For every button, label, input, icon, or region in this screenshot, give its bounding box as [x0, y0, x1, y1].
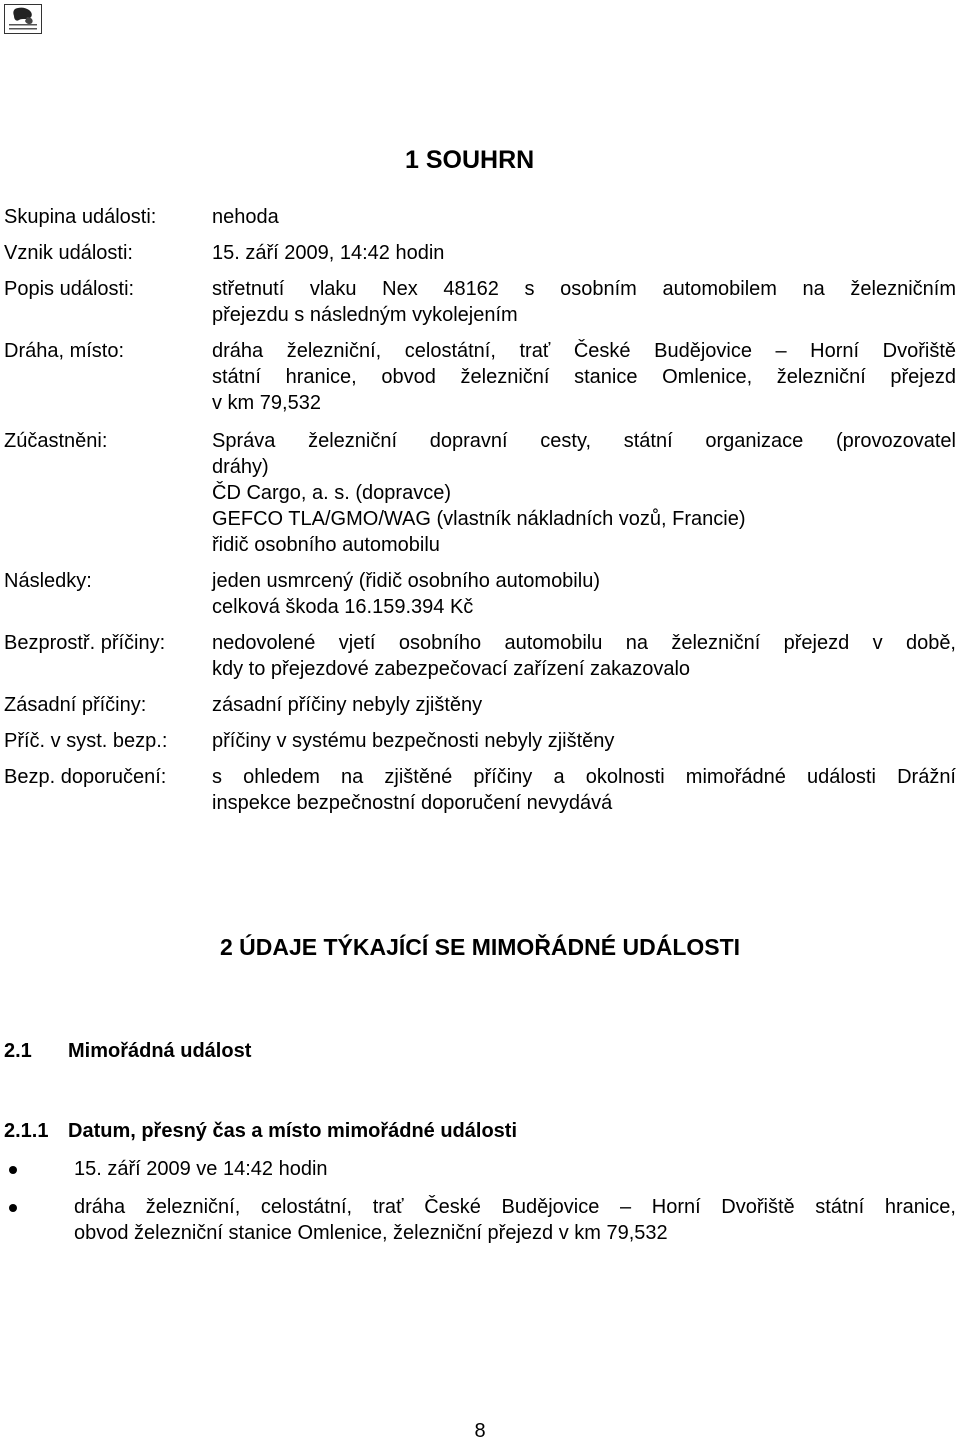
summary-row-participants [4, 428, 956, 558]
list-item [4, 1156, 956, 1182]
summary-row-direct-causes [4, 630, 956, 682]
list-item [4, 1194, 956, 1246]
row-label: Vznik události: [4, 242, 133, 264]
summary-row-description [4, 276, 956, 328]
row-value [212, 240, 956, 266]
row-label: Zúčastněni: [4, 430, 108, 452]
value-line: celková škoda 16.159.394 Kč [212, 596, 474, 618]
value-line: inspekce bezpečnostní doporučení nevydává [212, 792, 613, 814]
row-value [212, 568, 956, 620]
logo [4, 4, 42, 34]
value-line: jeden usmrcený (řidič osobního automobilu) [212, 570, 600, 592]
value-line: zásadní příčiny nebyly zjištěny [212, 694, 483, 716]
subsection-number: 2.1.1 [4, 1120, 49, 1142]
value-line: dráhy) [212, 456, 269, 478]
row-value [212, 338, 956, 416]
value-line: střetnutí vlaku Nex 48162 s osobním automobilem na železničním [212, 278, 956, 300]
summary-row-consequences [4, 568, 956, 620]
summary-row-safety-system-causes [4, 728, 956, 754]
summary-table [4, 204, 956, 816]
list-item-text [74, 1194, 956, 1246]
row-label: Zásadní příčiny: [4, 694, 147, 716]
section-1-heading: 1 SOUHRN [405, 146, 535, 174]
row-label: Popis události: [4, 278, 135, 300]
value-line: dráha železniční, celostátní, trať České Budějovice – Horní Dvořiště [212, 340, 956, 362]
summary-row-origin [4, 240, 956, 266]
subsection-number: 2.1 [4, 1040, 32, 1062]
value-line: ČD Cargo, a. s. (dopravce) [212, 482, 451, 504]
value-line: s ohledem na zjištěné příčiny a okolnosti mimořádné události Drážní [212, 766, 956, 788]
subsection-title: Mimořádná událost [68, 1040, 252, 1062]
row-value [212, 728, 956, 754]
bullet-list [4, 1156, 956, 1258]
row-label: Bezprostř. příčiny: [4, 632, 166, 654]
value-line: kdy to přejezdové zabezpečovací zařízení zakazovalo [212, 658, 691, 680]
row-label: Bezp. doporučení: [4, 766, 167, 788]
row-label: Skupina události: [4, 206, 157, 228]
logo-mark-icon [5, 5, 41, 33]
summary-row-location [4, 338, 956, 416]
row-label: Příč. v syst. bezp.: [4, 730, 168, 752]
summary-row-group [4, 204, 956, 230]
row-value [212, 692, 956, 718]
list-item-line: obvod železniční stanice Omlenice, železniční přejezd v km 79,532 [74, 1222, 668, 1244]
page-number: 8 [474, 1420, 486, 1442]
bullet-icon [4, 1156, 74, 1182]
value-line: příčiny v systému bezpečnosti nebyly zjištěny [212, 730, 615, 752]
section-2-heading: 2 ÚDAJE TÝKAJÍCÍ SE MIMOŘÁDNÉ UDÁLOSTI [219, 934, 741, 960]
row-label: Následky: [4, 570, 92, 592]
row-value [212, 630, 956, 682]
value-line: nehoda [212, 206, 279, 228]
bullet-icon [4, 1194, 74, 1246]
row-value [212, 764, 956, 816]
row-value [212, 204, 956, 230]
list-item-line: 15. září 2009 ve 14:42 hodin [74, 1158, 328, 1180]
value-line: státní hranice, obvod železniční stanice Omlenice, železniční přejezd [212, 366, 956, 388]
row-label: Dráha, místo: [4, 340, 125, 362]
value-line: řidič osobního automobilu [212, 534, 440, 556]
row-value [212, 276, 956, 328]
value-line: GEFCO TLA/GMO/WAG (vlastník nákladních vozů, Francie) [212, 508, 746, 530]
subsection-2-1-1-heading [4, 1120, 517, 1143]
summary-row-safety-recommendation [4, 764, 956, 816]
value-line: 15. září 2009, 14:42 hodin [212, 242, 445, 264]
summary-row-root-causes [4, 692, 956, 718]
subsection-title: Datum, přesný čas a místo mimořádné události [68, 1120, 518, 1142]
list-item-line: dráha železniční, celostátní, trať České Budějovice – Horní Dvořiště státní hranice, [74, 1196, 956, 1218]
value-line: nedovolené vjetí osobního automobilu na železniční přejezd v době, [212, 632, 956, 654]
subsection-2-1-heading [4, 1040, 251, 1063]
row-value [212, 428, 956, 558]
value-line: přejezdu s následným vykolejením [212, 304, 518, 326]
list-item-text [74, 1156, 956, 1182]
value-line: v km 79,532 [212, 392, 321, 414]
value-line: Správa železniční dopravní cesty, státní organizace (provozovatel [212, 430, 956, 452]
